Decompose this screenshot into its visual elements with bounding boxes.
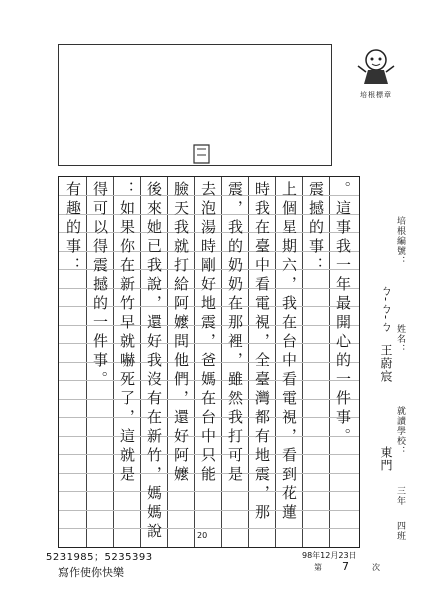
essay-column-3: 上個星期六，我在台中看電視，看到花蓮 <box>280 181 298 523</box>
number-value: ㄅ-ㄅ-ㄅ <box>379 284 393 334</box>
essay-column-8: 後來她已我說，還好我沒有在新竹，媽媽說 <box>145 181 163 542</box>
footer-page-label: 第 <box>314 563 322 572</box>
footer-slogan: 寫作使你快樂 <box>58 566 124 579</box>
student-info <box>364 176 414 576</box>
footer-page-suffix: 次 <box>372 563 380 572</box>
name-value: 王蔚宸 <box>379 344 393 383</box>
footer-date: 98年12月23日 <box>302 551 357 560</box>
bacon-logo <box>350 44 402 102</box>
label-school: 就讀學校： <box>395 406 405 456</box>
footer-phone: 5231985；5235393 <box>46 552 153 563</box>
footer-page-num: 7 <box>342 560 349 573</box>
essay-column-6: 去泡湯時剛好地震，爸媽在台中只能 <box>199 181 217 485</box>
footer-stamp <box>40 548 180 584</box>
writing-grid <box>58 176 360 548</box>
essay-column-1: 。這事我一年最開心的一件事。 <box>334 181 352 447</box>
grade-label: 三年 <box>395 486 405 506</box>
label-number: 培根編號： <box>395 216 405 266</box>
essay-column-5: 震，我的奶奶在那裡，雖然我打可是 <box>226 181 244 485</box>
mascot-logo-icon <box>350 44 402 88</box>
label-name: 姓名： <box>395 324 405 354</box>
essay-column-9: ：如果你在新竹早就嚇死了，這就是 <box>118 181 136 485</box>
essay-column-2: 震撼的事： <box>307 181 325 276</box>
essay-column-11: 有趣的事： <box>64 181 82 276</box>
class-label: 四班 <box>395 521 405 541</box>
essay-column-7: 臉天我就打給阿嬤問他們，還好阿嬤 <box>172 181 190 485</box>
logo-caption: 培根標章 <box>360 91 392 99</box>
essay-column-4: 時我在臺中看電視，全臺灣都有地震，那 <box>253 181 271 523</box>
drawing-box <box>58 44 332 166</box>
grid-count-20: 20 <box>197 531 208 540</box>
school-value: 東門 <box>379 446 393 472</box>
essay-column-10: 得可以得震撼的一件事。 <box>91 181 109 390</box>
drawing-sketch-icon <box>59 45 331 165</box>
